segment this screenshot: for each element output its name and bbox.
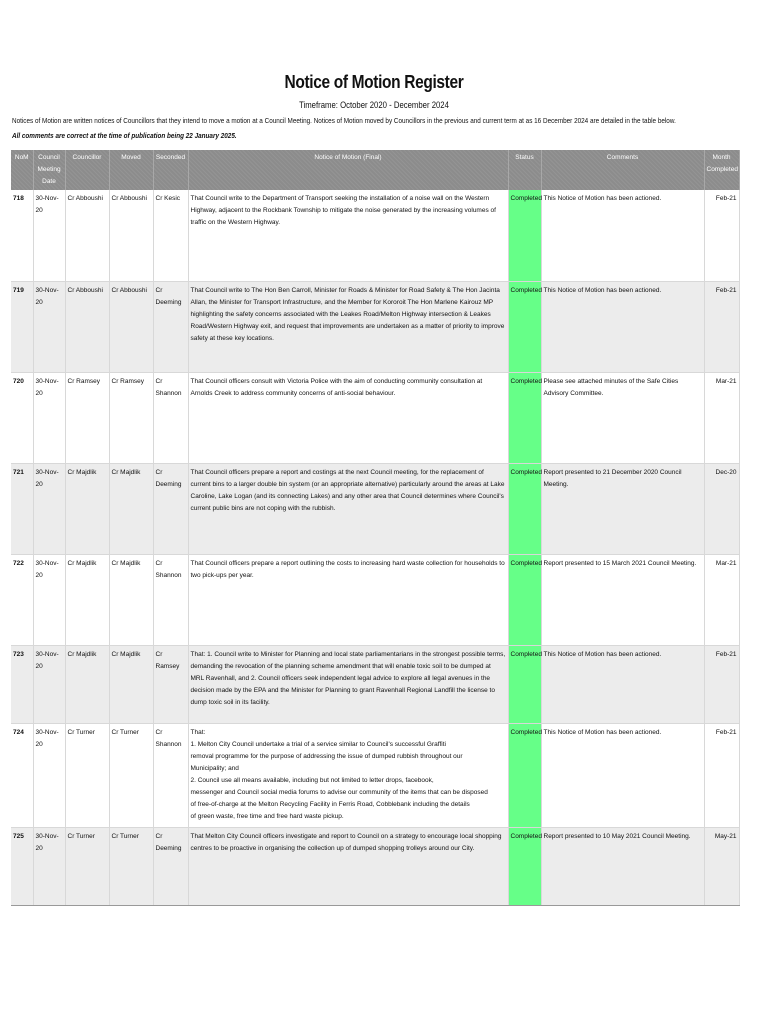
seconded-cell: Cr Shannon bbox=[153, 372, 188, 463]
seconded-cell: Cr Kesic bbox=[153, 190, 188, 281]
moved-cell: Cr Turner bbox=[109, 723, 153, 827]
status-cell: Completed bbox=[508, 190, 541, 281]
publication-note: All comments are correct at the time of publication being 22 January 2025. bbox=[12, 131, 237, 140]
moved-cell: Cr Abboushi bbox=[109, 190, 153, 281]
status-cell: Completed bbox=[508, 281, 541, 372]
seconded-cell: Cr Ramsey bbox=[153, 645, 188, 723]
col-header-month-completed: Month Completed bbox=[704, 150, 739, 190]
table-row bbox=[11, 723, 739, 827]
comments-cell: This Notice of Motion has been actioned. bbox=[541, 723, 704, 827]
councillor-cell: Cr Abboushi bbox=[65, 190, 109, 281]
moved-cell: Cr Majdlik bbox=[109, 554, 153, 645]
table-row bbox=[11, 463, 739, 554]
moved-cell: Cr Ramsey bbox=[109, 372, 153, 463]
moved-cell: Cr Abboushi bbox=[109, 281, 153, 372]
nom-cell: 725 bbox=[11, 827, 33, 905]
motion-cell: That Council write to The Hon Ben Carroll, Minister for Roads & Minister for Road Safety & The Hon Jacinta Allan, the Minister for Transport Infrastructure, and the Member for Kororoit The Hon Marlene Kairouz MP highlighting the safety concerns associated with the Leakes Road/Melton Highway intersection & Leakes Road/Western Highway exit, and request that improvements are undertaken as a matter of priority to improve safety at these key locations. bbox=[188, 281, 508, 372]
comments-cell: This Notice of Motion has been actioned. bbox=[541, 281, 704, 372]
month-cell: May-21 bbox=[704, 827, 739, 905]
councillor-cell: Cr Majdlik bbox=[65, 463, 109, 554]
col-header-meeting-date: Council Meeting Date bbox=[33, 150, 65, 190]
col-header-councillor: Councillor bbox=[65, 150, 109, 190]
month-cell: Feb-21 bbox=[704, 190, 739, 281]
motion-cell: That Council write to the Department of Transport seeking the installation of a noise wall on the Western Highway, adjacent to the Rockbank Township to mitigate the noise generated by the increasing volumes of traffic on the Western Highway. bbox=[188, 190, 508, 281]
seconded-cell: Cr Shannon bbox=[153, 723, 188, 827]
table-row bbox=[11, 281, 739, 372]
motion-cell: That: 1. Melton City Council undertake a trial of a service similar to Council's successful Graffiti removal programme for the purpose of addressing the issue of dumped rubbish throughout our Municipality; and 2. Council use all means available, including but not limited to letter drops, facebook, messenger and Council social media forums to advise our community of the items that can be disposed of free-of-charge at the Melton Recycling Facility in Ferris Road, Cobblebank including the details of green waste, free time and free hard waste pickup. bbox=[188, 723, 508, 827]
seconded-cell: Cr Deeming bbox=[153, 463, 188, 554]
table-row bbox=[11, 827, 739, 905]
nom-cell: 718 bbox=[11, 190, 33, 281]
month-cell: Feb-21 bbox=[704, 645, 739, 723]
nom-cell: 723 bbox=[11, 645, 33, 723]
col-header-status: Status bbox=[508, 150, 541, 190]
timeframe-subtitle: Timeframe: October 2020 - December 2024 bbox=[299, 100, 449, 110]
date-cell: 30-Nov-20 bbox=[33, 190, 65, 281]
comments-cell: Please see attached minutes of the Safe Cities Advisory Committee. bbox=[541, 372, 704, 463]
councillor-cell: Cr Turner bbox=[65, 723, 109, 827]
date-cell: 30-Nov-20 bbox=[33, 723, 65, 827]
comments-cell: This Notice of Motion has been actioned. bbox=[541, 190, 704, 281]
comments-cell: This Notice of Motion has been actioned. bbox=[541, 645, 704, 723]
status-cell: Completed bbox=[508, 554, 541, 645]
month-cell: Mar-21 bbox=[704, 372, 739, 463]
month-cell: Feb-21 bbox=[704, 723, 739, 827]
councillor-cell: Cr Turner bbox=[65, 827, 109, 905]
intro-text: Notices of Motion are written notices of Councillors that they intend to move a motion at a Council Meeting. Notices of Motion moved by Councillors in the previous and current term at as 16 December 2024 are detailed in the table below. bbox=[12, 116, 676, 125]
councillor-cell: Cr Majdlik bbox=[65, 645, 109, 723]
motion-cell: That Council officers prepare a report and costings at the next Council meeting, for the replacement of current bins to a larger double bin system (or an appropriate alternative) particularly around the areas at Lake Caroline, Lake Logan (and its connecting Lakes) and any other area that Council determines where Council's current public bins are not coping with the rubbish. bbox=[188, 463, 508, 554]
date-cell: 30-Nov-20 bbox=[33, 372, 65, 463]
page-title: Notice of Motion Register bbox=[284, 72, 464, 92]
col-header-seconded: Seconded bbox=[153, 150, 188, 190]
nom-cell: 722 bbox=[11, 554, 33, 645]
date-cell: 30-Nov-20 bbox=[33, 827, 65, 905]
comments-cell: Report presented to 10 May 2021 Council Meeting. bbox=[541, 827, 704, 905]
month-cell: Mar-21 bbox=[704, 554, 739, 645]
councillor-cell: Cr Majdlik bbox=[65, 554, 109, 645]
status-cell: Completed bbox=[508, 645, 541, 723]
motion-cell: That Council officers prepare a report outlining the costs to increasing hard waste collection for households to two pick-ups per year. bbox=[188, 554, 508, 645]
status-cell: Completed bbox=[508, 463, 541, 554]
moved-cell: Cr Majdlik bbox=[109, 645, 153, 723]
date-cell: 30-Nov-20 bbox=[33, 645, 65, 723]
nom-cell: 719 bbox=[11, 281, 33, 372]
col-header-nom: NoM bbox=[11, 150, 33, 190]
col-header-comments: Comments bbox=[541, 150, 704, 190]
moved-cell: Cr Majdlik bbox=[109, 463, 153, 554]
moved-cell: Cr Turner bbox=[109, 827, 153, 905]
date-cell: 30-Nov-20 bbox=[33, 554, 65, 645]
col-header-motion: Notice of Motion (Final) bbox=[188, 150, 508, 190]
status-cell: Completed bbox=[508, 827, 541, 905]
month-cell: Dec-20 bbox=[704, 463, 739, 554]
table-header-row bbox=[11, 150, 739, 190]
col-header-moved: Moved bbox=[109, 150, 153, 190]
motion-cell: That: 1. Council write to Minister for Planning and local state parliamentarians in the strongest possible terms, demanding the revocation of the planning scheme amendment that will enable toxic soil to be dumped at MRL Ravenhall, and 2. Council officers seek independent legal advice to explore all legal avenues in the decision made by the EPA and the Minister for Planning to grant Ravenhall Regional Landfill the license to dump toxic soil in its facility. bbox=[188, 645, 508, 723]
seconded-cell: Cr Deeming bbox=[153, 281, 188, 372]
seconded-cell: Cr Deeming bbox=[153, 827, 188, 905]
nom-cell: 720 bbox=[11, 372, 33, 463]
table-row bbox=[11, 190, 739, 281]
motion-cell: That Council officers consult with Victoria Police with the aim of conducting community consultation at Arnolds Creek to address community concerns of anti-social behaviour. bbox=[188, 372, 508, 463]
comments-cell: Report presented to 21 December 2020 Council Meeting. bbox=[541, 463, 704, 554]
date-cell: 30-Nov-20 bbox=[33, 463, 65, 554]
date-cell: 30-Nov-20 bbox=[33, 281, 65, 372]
motion-cell: That Melton City Council officers investigate and report to Council on a strategy to encourage local shopping centres to be proactive in organising the collection up of dumped shopping trolleys around our City. bbox=[188, 827, 508, 905]
seconded-cell: Cr Shannon bbox=[153, 554, 188, 645]
status-cell: Completed bbox=[508, 372, 541, 463]
table-row bbox=[11, 372, 739, 463]
comments-cell: Report presented to 15 March 2021 Council Meeting. bbox=[541, 554, 704, 645]
table-row bbox=[11, 554, 739, 645]
month-cell: Feb-21 bbox=[704, 281, 739, 372]
table-row bbox=[11, 645, 739, 723]
nom-cell: 724 bbox=[11, 723, 33, 827]
status-cell: Completed bbox=[508, 723, 541, 827]
councillor-cell: Cr Abboushi bbox=[65, 281, 109, 372]
nom-cell: 721 bbox=[11, 463, 33, 554]
notice-of-motion-table bbox=[11, 150, 740, 906]
councillor-cell: Cr Ramsey bbox=[65, 372, 109, 463]
